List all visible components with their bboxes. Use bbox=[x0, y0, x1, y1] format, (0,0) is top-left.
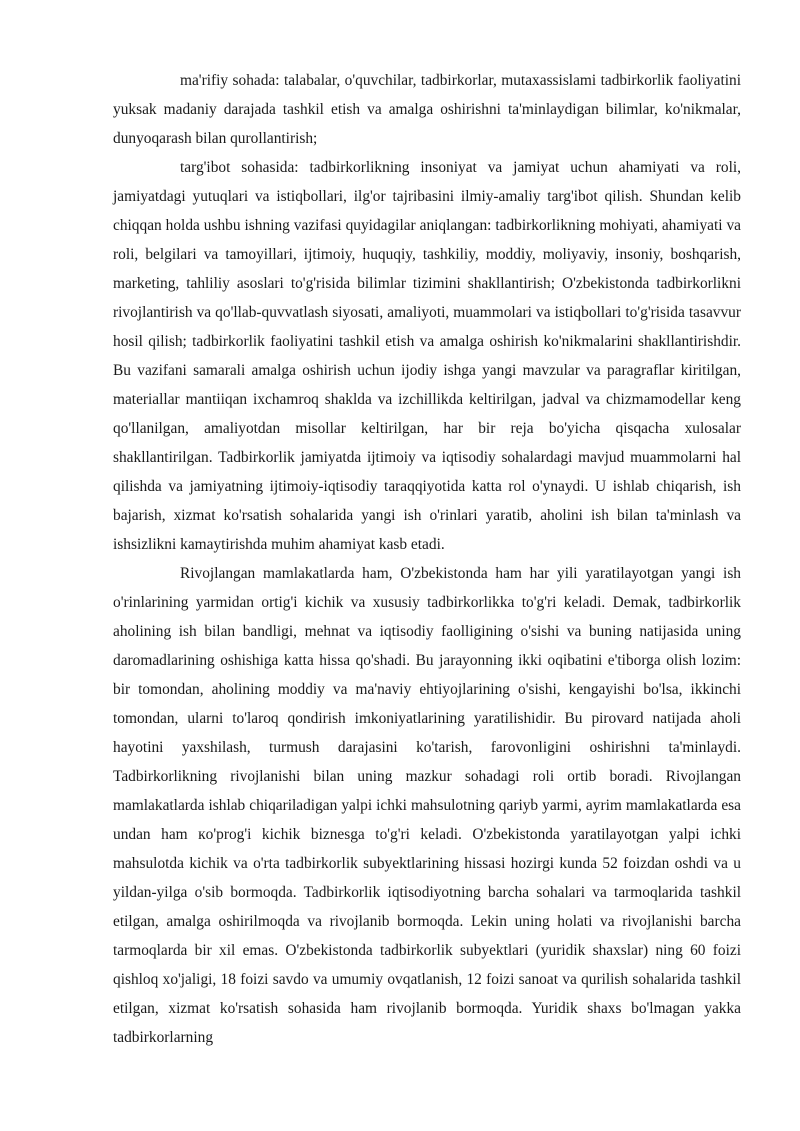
paragraph-education: ma'rifiy sohada: talabalar, o'quvchilar, tadbirkorlar, mutaxassislami tadbirkorlik faoliyatini yuksak madaniy darajada tashkil etish va amalga oshirishni ta'minlaydigan bilimlar, ko'nikmalar, dunyoqarash bilan qurollantirish; bbox=[113, 72, 741, 147]
document-page bbox=[113, 66, 741, 1052]
paragraph-promotion: targ'ibot sohasida: tadbirkorlikning insoniyat va jamiyat uchun ahamiyati va roli, jamiyatdagi yutuqlari va istiqbollari, ilg'or tajribasini ilmiy-amaliy targ'ibot qilish. Shundan kelib chiqqan holda ushbu ishning vazifasi quyidagilar aniqlangan: tadbirkorlikning mohiyati, ahamiyati va roli, belgilari va tamoyillari, ijtimoiy, huquqiy, tashkiliy, moddiy, moliyaviy, insoniy, boshqarish, marketing, tahliliy asoslari to'g'risida bilimlar tizimini shakllantirish; O'zbekistonda tadbirkorlikni rivojlantirish va qo'llab-quvvatlash siyosati, amaliyoti, muammolari va istiqbollari to'g'risida tasavvur hosil qilish; tadbirkorlik faoliyatini tashkil etish va amalga oshirish ko'nikmalarini shakllantirishdir. Bu vazifani samarali amalga oshirish uchun ijodiy ishga yangi mavzular va paragraflar kiritilgan, materiallar mantiiqan ixchamroq shaklda va izchillikda keltirilgan, jadval va chizmamodellar keng qo'llanilgan, amaliyotdan misollar keltirilgan, har bir reja bo'yicha qisqacha xulosalar shakllantirilgan. Tadbirkorlik jamiyatda ijtimoiy va iqtisodiy sohalardagi mavjud muammolarni hal qilishda va jamiyatning ijtimoiy-iqtisodiy taraqqiyotida katta rol o'ynaydi. U ishlab chiqarish, ish bajarish, xizmat ko'rsatish sohalarida yangi ish o'rinlari yaratib, aholini ish bilan ta'minlash va ishsizlikni kamaytirishda muhim ahamiyat kasb etadi. bbox=[113, 159, 741, 553]
paragraph-developed-countries: Rivojlangan mamlakatlarda ham, O'zbekistonda ham har yili yaratilayotgan yangi ish o'rinlarining yarmidan ortig'i kichik va xususiy tadbirkorlikka to'g'ri keladi. Demak, tadbirkorlik aholining ish bilan bandligi, mehnat va iqtisodiy faolligining o'sishi va buning natijasida uning daromadlarining oshishiga katta hissa qo'shadi. Bu jarayonning ikki oqibatini e'tiborga olish lozim: bir tomondan, aholining moddiy va ma'naviy ehtiyojlarining o'sishi, kengayishi bo'lsa, ikkinchi tomondan, ularni to'laroq qondirish imkoniyatlarining yaratilishidir. Bu pirovard natijada aholi hayotini yaxshilash, turmush darajasini ko'tarish, farovonligini oshirishni ta'minlaydi. Tadbirkorlikning rivojlanishi bilan uning mazkur sohadagi roli ortib boradi. Rivojlangan mamlakatlarda ishlab chiqariladigan yalpi ichki mahsulotning qariyb yarmi, ayrim mamlakatlarda esa undan ham кo'prog'i kichik biznesga to'g'ri keladi. O'zbekistonda yaratilayotgan yalpi ichki mahsulotda kichik va o'rta tadbirkorlik subyektlarining hissasi hozirgi kunda 52 foizdan oshdi va u yildan-yilga o'sib bormoqda. Tadbirkorlik iqtisodiyotning barcha sohalari va tarmoqlarida tashkil etilgan, amalga oshirilmoqda va rivojlanib bormoqda. Lekin uning holati va rivojlanishi barcha tarmoqlarda bir xil emas. O'zbekistonda tadbirkorlik subyektlari (yuridik shaxslar) ning 60 foizi qishloq xo'jaligi, 18 foizi savdo va umumiy ovqatlanish, 12 foizi sanoat va qurilish sohalarida tashkil etilgan, xizmat ko'rsatish sohasida ham rivojlanib bormoqda. Yuridik shaxs bo'lmagan yakka tadbirkorlarning bbox=[113, 565, 741, 1046]
